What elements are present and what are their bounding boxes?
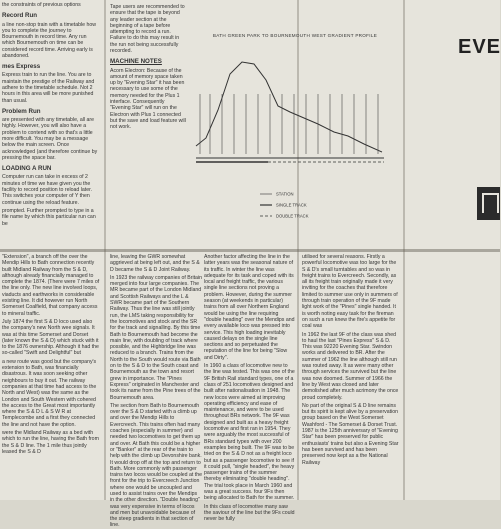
- history-paragraph: In 1923 the railway companies of Britain merged into four large companies. The MR became part of the London Midland and Scottish Railways and the L & SWR became part of the Southern Railway. Thus the line was still jointly run, the LMS taking responsibility for the locomotives and stock and the SR for the track and signalling. By this time Bath to Bournemouth had become the main line, with doubling of track where possible, and the Highbridge line was reduced to a branch. Trains from the North to the South would route via Bath on to the S & D to the South coast and Bournemouth as the town and resort grew in importance. The "Pines Express" originated in Manchester and took its name from the Pine trees of the Bournemouth area.: [110, 274, 202, 401]
- section-text: Computer run can take in excess of 2 minutes of time we have given you the facility to record position to reload later. This switches your computer of Y then continue using the reload feature.: [2, 174, 92, 206]
- tape-note: Tape users are recommended to ensure that the tape is beyond any leader section at the beginning of a tape before attempting to record a run. Failure to do this may result in the run not being successfully recorded.: [110, 4, 185, 55]
- history-column-2: [110, 254, 202, 529]
- history-column-1: [2, 254, 100, 498]
- history-paragraph: In 1960 a class of locomotive new to the line was tested. This was one of the 9F British Rail standard types, one of a class of 251 locomotives designed and built after nationalisation in 1948. The new locos were aimed at improving operating efficiency and ease of maintenance, and were to be used throughout BRs network. The 9F was designed and built as a heavy freight locomotive and first ran in 1954. They were arguably the most successful of BRs standard types with over 200 examples being built. The 9F was to be tried on the S & D not as a freight loco but as a passenger locomotive to see if it could pull, "single headed", the heavy passenger trains of the summer thereby eliminating "double heading". The trial took place in March 1960 and was a great success. four 9Fs then being allocated to Bath for the summer.: [204, 363, 295, 502]
- section-text: prompted. Further prompted to type in a file name by which this particular run can be: [2, 207, 96, 227]
- history-paragraph: were the Midland Railway as a bed with which to run the line, having the Bath from the S & D line. The 1 mile thus jointly leased the S & D: [2, 430, 99, 455]
- section-text: a line non-stop train with a timetable how you to complete the journey to Bournemouth in record time. Any run which Bournemouth on time can be considered record time. Arriving early is abandoned.: [2, 21, 97, 59]
- legend-single-track: SINGLE TRACK: [276, 202, 307, 208]
- history-paragraph: line, leaving the GWR somewhat aggrieved at being left out, and the S & D became the S & D Joint Railway.: [110, 254, 200, 273]
- section-heading: mes Express: [2, 63, 41, 71]
- section-text: Express train to run the line. You are to maintain the prestige of the Railway and adhere to the timetable schedule. Not 2 hours in this area will be more punished than usual.: [2, 72, 95, 104]
- publisher-logo: [477, 187, 500, 220]
- history-paragraph: No part of the original S & D line remains but its spirit is kept alive by a preservation group based on the West Somerset Washford - The Somerset & Dorset Trust. 1987 is the 125th anniversary of "Evening Star" has been preserved for public enthusiasts' trains but also a Evening Star has been survived and has been preserved now kept as a the National Railway: [302, 402, 399, 466]
- legend-double-track: DOUBLE TRACK: [276, 213, 309, 219]
- gradient-profile-diagram: [188, 34, 393, 239]
- machine-notes-column: [110, 4, 186, 244]
- history-paragraph: The section from Bath to Bournemouth over the S & D started with a climb up and over the Mendip Hills to Evercreech. This trains often had many coaches (especially in summer) and needed two locomotives to get them up and over. At Bath this could be a higher or "Banker" at the rear of the train to help with the climb up Devonshire bank. It would drop off at the top and return to Bath. More commonly with passenger trains two locos would be coupled at the front for the trip to Evercreech Junction where one would be uncoupled and used to assist trains over the Mendips in the other direction. "Double heading" was very expensive in terms of locos and men but unavoidable because of the steep gradients in that section of line.: [110, 402, 202, 529]
- run-options-column: [2, 2, 100, 246]
- section-heading: LOADING A RUN: [2, 165, 52, 173]
- profile-legend: [260, 192, 309, 219]
- history-paragraph: Another factor affecting the line in the latter years was the seasonal nature of its traffic. In winter the line was adequate for its task and coped with its local and freight traffic, the various single line sections not proving a problem. However, during the summer season (at weekends in particular) trains from all over Northern England would be using the line requiring "double heading" over the Mendips and every available loco was pressed into service. This high loading inevitably caused delays on the single line sections and so perpetuated the reputation of the line for being "Slow and Dirty".: [204, 254, 295, 361]
- section-heading: Problem Run: [2, 107, 41, 115]
- gradient-profile-title: BATH GREEN PARK TO BOURNEMOUTH WEST GRADIENT PROFILE: [212, 33, 378, 38]
- history-paragraph: "Extension", a branch off the over the Mendip Hills to Bath connection recently built Midland Railway from the S & D, although already financially managed to complete the 1874. (There were 7 miles of the line only. The new line involved loops, viaducts and earthworks in considerable existing line. It did however run North Somerset Coalfield, that company access to mineral traffic.: [2, 254, 100, 317]
- machine-notes-heading: MACHINE NOTES: [110, 58, 162, 66]
- history-paragraph: In 1962 the last 9F of the class was shed to haul the last "Pines Express" S & D. This was 92220 Evening Star. Swindon works and delivered to BR. After the summer of 1962 the line although still run was routed away. It as were many other through services the survived but the line was now doomed. Summer of 1966 the line by West was closed and later demolished after much acrimony the once proud completely.: [302, 331, 399, 401]
- history-paragraph: July 1874 the first S & D loco used also the company's new North wee signals. It was at this time Somerset and Dorset (later known the S & D) which stuck with it to the 1876 ownership. Although it had the so-called "Swift and Delightful" but: [2, 318, 99, 357]
- section-heading: Record Run: [2, 12, 38, 20]
- section-text: are presented with any timetable, all are highly. However, you will also have a problem to contend with so that's a little more difficult. You may be a message below the main screen. Once acknowledged (and therefore continue by pressing the space bar.: [2, 117, 98, 161]
- station-markers: [200, 94, 378, 154]
- history-paragraph: utilised for several reasons. Firstly a powerful locomotive was too large for the S & D's small turntables and so was in freight trains to Evercreech. Secondly, as all its freight train originally made it very inviting for the coaches that therefore limited to summer use only in summers of through train operation of the 9F made light work of the "Pines" single handed. It is worth noting easy task for the fireman on such a run knew the fire's appetite for coal was: [302, 254, 398, 330]
- history-paragraph: a new route was good but the company's extension to Bath, was financially disastrous. It was soon seeking other neighbours to buy it out. The railway companies at that time had access to the North and West) was the same as the London and South Western with cohered the access to the Great most importantly where the S & D L & S W R at Templecombe and a first they connected the line and not have the option.: [2, 358, 97, 428]
- fold-line: [0, 249, 500, 252]
- history-paragraph: In this class of locomotive many saw the saviour of the line but the 9Fs could never be fully: [204, 503, 295, 523]
- legend-station: STATION: [276, 191, 294, 197]
- history-column-3: [204, 254, 295, 523]
- lead-text: the constraints of previous options: [2, 2, 81, 8]
- track-bars: [196, 158, 384, 162]
- cover-title: EVE: [458, 36, 501, 58]
- history-column-4: [302, 254, 399, 498]
- machine-notes-text: Acorn Electron: Because of the amount of memory space taken up by "Evening Star" it has been necessary to use some of the memory needed for the Plus 1 interface. Consequently "Evening Star" will run on the Electron with Plus 1 connected but the save and load feature will not work.: [110, 67, 186, 131]
